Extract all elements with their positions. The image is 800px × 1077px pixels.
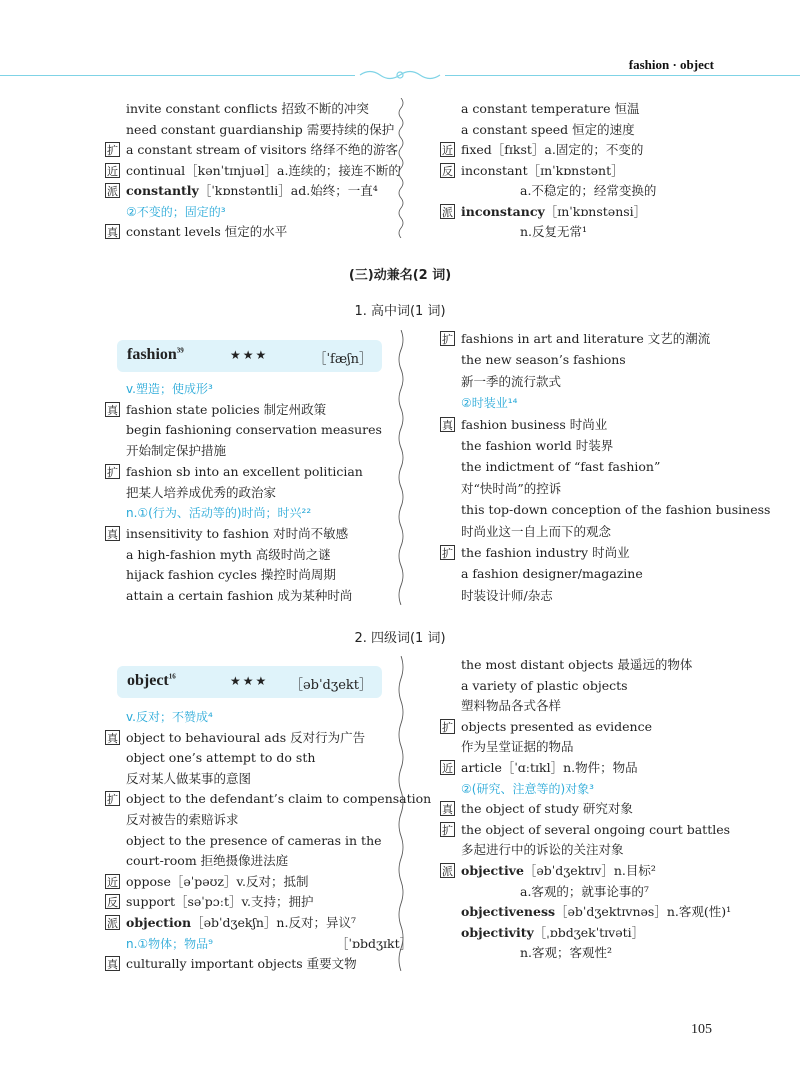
entry-text: a constant speed 恒定的速度: [461, 121, 635, 137]
entry-line: [126, 484, 276, 501]
entry-line: [126, 203, 226, 221]
sense-label: ②(研究、注意等的)对象³: [461, 781, 594, 796]
entry-text: fashion business 时尚业: [461, 416, 608, 432]
entry-tag-label: 近: [442, 144, 453, 157]
entry-line: [461, 162, 624, 179]
entry-line: [461, 141, 643, 158]
entry-line: [461, 903, 731, 920]
entry-line: [126, 955, 357, 972]
entry-line: [126, 401, 326, 418]
entry-text: the object of study 研究对象: [461, 801, 633, 817]
entry-line: [461, 458, 660, 475]
derived-word: objective: [461, 863, 524, 878]
phonetic: ［ˈɒbdʒɪkt］: [336, 935, 413, 951]
entry-line: [461, 862, 656, 879]
entry-line: [126, 729, 365, 746]
entry-text: 作为呈堂证据的物品: [461, 739, 574, 755]
fashion-headword-box: [117, 340, 382, 372]
entry-text: fashion state policies 制定州政策: [126, 401, 327, 417]
entry-line: [461, 480, 561, 497]
entry-text: n.反复无常¹: [520, 224, 588, 239]
entry-tag-label: 真: [107, 527, 118, 541]
entry-text: object one’s attempt to do sth: [126, 750, 316, 766]
column-divider: [396, 330, 406, 605]
sense-label: ②不变的；固定的³: [126, 204, 226, 219]
column-divider: [396, 98, 406, 238]
entry-line: [126, 873, 309, 890]
running-head: fashion · object: [628, 57, 714, 72]
sense-label: ②时装业¹⁴: [461, 396, 518, 411]
entry-line: [126, 546, 331, 563]
entry-line: [520, 223, 587, 240]
entry-line: [461, 330, 710, 347]
entry-text: continual［kənˈtɪnjuəl］a.连续的；接连不断的: [126, 162, 401, 178]
entry-text: support［səˈpɔːt］v.支持；拥护: [126, 894, 314, 910]
entry-line: [461, 924, 644, 941]
entry-line: [461, 523, 611, 540]
entry-line: [126, 442, 226, 459]
entry-text: the object of several ongoing court battles: [461, 821, 731, 837]
sense-label: n.①物体；物品⁹: [126, 936, 213, 951]
entry-text: 新一季的流行款式: [461, 373, 562, 389]
entry-text: ［ɪnˈkɒnstənsi］: [544, 203, 647, 219]
entry-text: a fashion designer/magazine: [461, 566, 643, 582]
entry-line: [461, 841, 624, 858]
star-rating: ★★★: [230, 348, 269, 362]
entry-tag-label: 派: [442, 205, 453, 219]
entry-line: [461, 565, 643, 582]
entry-tag-label: 扩: [442, 823, 453, 837]
entry-line: [461, 759, 638, 776]
entry-line: [461, 800, 633, 817]
entry-text: ［ˌɒbdʒekˈtɪvəti］: [533, 924, 645, 940]
entry-text: the fashion industry 时尚业: [461, 545, 630, 560]
entry-tag-label: 真: [107, 958, 118, 972]
entry-text: the new season’s fashions: [461, 352, 626, 368]
entry-line: [126, 121, 394, 138]
entry-text: a.不稳定的；经常变换的: [520, 183, 657, 198]
entry-line: [461, 697, 561, 714]
entry-text: a.客观的；就事论事的⁷: [520, 883, 649, 899]
entry-text: 反对某人做某事的意图: [126, 770, 252, 786]
derived-word: objectiveness: [461, 904, 556, 920]
sense-label: n.①(行为、活动等的)时尚；时兴²²: [126, 506, 312, 521]
entry-text: ［əbˈdʒektɪvnəs］n.客观(性)¹: [555, 904, 732, 920]
entry-text: object to the presence of cameras in the: [126, 832, 382, 848]
headword: fashion$^{39}$: [127, 346, 184, 363]
entry-tag-label: 真: [107, 403, 118, 417]
phonetic: ［əbˈdʒekt］: [289, 678, 372, 693]
entry-tag-label: 真: [107, 226, 118, 239]
entry-line: [126, 852, 288, 869]
entry-text: need constant guardianship 需要持续的保护: [126, 121, 395, 137]
entry-line: [126, 749, 315, 766]
derived-word: inconstancy: [461, 203, 545, 219]
entry-tag-label: 扩: [442, 333, 453, 346]
entry-tag-label: 扩: [107, 144, 118, 157]
entry-line: [520, 944, 612, 961]
entry-text: 开始制定保护措施: [126, 443, 227, 459]
entry-line: [461, 821, 730, 838]
entry-text: fashion sb into an excellent politician: [126, 463, 363, 479]
entry-line: [461, 437, 613, 454]
entry-line: [461, 100, 639, 117]
entry-line: [126, 566, 336, 583]
entry-text: article［ˈɑːtɪkl］n.物件；物品: [461, 760, 638, 775]
entry-line: [126, 790, 431, 807]
entry-text: object to behavioural ads 反对行为广告: [126, 729, 366, 745]
entry-line: [461, 587, 553, 604]
derived-word: constantly: [126, 183, 199, 198]
entry-text: ［ˈkɒnstəntli］ad.始终；一直⁴: [198, 183, 378, 198]
entry-tag-label: 近: [107, 875, 118, 889]
entry-line: [461, 780, 594, 798]
entry-text: 塑料物品各式各样: [461, 698, 562, 714]
entry-tag-label: 扩: [107, 465, 118, 479]
entry-text: fixed［fɪkst］a.固定的；不变的: [461, 142, 644, 157]
entry-line: [461, 394, 517, 412]
entry-tag-label: 扩: [442, 547, 453, 560]
entry-text: 反对被告的索赔诉求: [126, 812, 239, 827]
entry-line: [126, 100, 369, 117]
entry-text: object to the defendant’s claim to compensation: [126, 791, 432, 807]
entry-line: [126, 811, 239, 828]
entry-tag-label: 扩: [107, 793, 118, 807]
derived-word: objectivity: [461, 924, 534, 940]
entry-text: a variety of plastic objects: [461, 677, 628, 693]
entry-text: oppose［əˈpəʊz］v.反对；抵制: [126, 873, 309, 889]
entry-line: [126, 914, 356, 931]
entry-text: the fashion world 时装界: [461, 438, 614, 453]
entry-line: [461, 373, 561, 390]
entry-tag-label: 派: [442, 865, 453, 878]
entry-tag-label: 真: [442, 418, 453, 432]
entry-tag-label: 近: [107, 164, 118, 178]
entry-line: [126, 463, 363, 480]
entry-text: n.客观；客观性²: [520, 945, 613, 961]
entry-line: [520, 182, 656, 199]
entry-text: 把某人培养成优秀的政治家: [126, 484, 277, 500]
entry-line: [126, 832, 382, 849]
entry-line: [126, 587, 352, 604]
section-title: (三)动兼名(2 词): [348, 268, 452, 283]
entry-text: ［əbˈdʒektɪv］n.目标²: [523, 863, 656, 878]
entry-line: [126, 141, 398, 158]
entry-text: invite constant conflicts 招致不断的冲突: [126, 101, 369, 116]
entry-line: [126, 504, 311, 522]
subsection-title-1: 1. 高中词(1 词): [354, 304, 446, 319]
headword: object$^{16}$: [127, 672, 176, 689]
entry-tag-label: 扩: [442, 720, 453, 734]
entry-line: [126, 893, 314, 910]
entry-line: [126, 380, 213, 398]
entry-text: culturally important objects 重要文物: [126, 956, 357, 972]
entry-line: [520, 883, 649, 900]
entry-line: [126, 708, 213, 726]
entry-line: [461, 677, 628, 694]
entry-text: insensitivity to fashion 对时尚不敏感: [126, 525, 349, 541]
entry-line: [461, 351, 626, 368]
derived-word: objection: [126, 915, 192, 930]
header-ornament-icon: [355, 68, 445, 82]
entry-line: [461, 121, 635, 138]
entry-text: the indictment of “fast fashion”: [461, 459, 661, 475]
star-rating: ★★★: [230, 674, 269, 688]
entry-text: a constant stream of visitors 络绎不绝的游客: [126, 142, 399, 157]
entry-text: court-room 拒绝摄像进法庭: [126, 853, 289, 869]
sense-label: v.塑造；使成形³: [126, 382, 213, 396]
entry-line: [461, 501, 770, 518]
entry-text: hijack fashion cycles 操控时尚周期: [126, 567, 336, 583]
entry-line: [126, 935, 413, 953]
entry-line: [126, 162, 401, 179]
entry-text: the most distant objects 最遥远的物体: [461, 657, 693, 672]
entry-text: 对“快时尚”的控诉: [461, 480, 562, 496]
entry-text: 时装设计师/杂志: [461, 587, 553, 603]
entry-text: fashions in art and literature 文艺的潮流: [461, 331, 711, 346]
object-headword-box: [117, 666, 382, 698]
column-divider: [396, 656, 406, 971]
entry-text: 多起进行中的诉讼的关注对象: [461, 842, 624, 858]
phonetic: ［ˈfæʃn］: [313, 352, 372, 367]
entry-line: [461, 718, 652, 735]
entry-tag-label: 反: [107, 896, 118, 910]
entry-line: [126, 182, 378, 199]
entry-line: [126, 770, 251, 787]
entry-text: ［əbˈdʒekʃn］n.反对；异议⁷: [191, 915, 356, 930]
entry-line: [461, 544, 630, 561]
entry-line: [461, 656, 692, 673]
entry-text: a high-fashion myth 高级时尚之谜: [126, 546, 331, 562]
entry-text: inconstant［ɪnˈkɒnstənt］: [461, 162, 624, 178]
entry-text: constant levels 恒定的水平: [126, 224, 288, 239]
entry-tag-label: 近: [442, 762, 453, 775]
entry-tag-label: 真: [442, 803, 453, 817]
entry-text: objects presented as evidence: [461, 718, 652, 734]
entry-tag-label: 派: [107, 917, 118, 930]
entry-text: a constant temperature 恒温: [461, 101, 640, 116]
entry-text: attain a certain fashion 成为某种时尚: [126, 588, 353, 603]
entry-tag-label: 反: [442, 164, 453, 178]
entry-line: [461, 416, 607, 433]
entry-text: this top-down conception of the fashion business: [461, 502, 771, 518]
entry-tag-label: 真: [107, 731, 118, 745]
entry-tag-label: 派: [107, 185, 118, 198]
entry-line: [461, 203, 646, 220]
entry-line: [126, 223, 287, 240]
entry-line: [461, 738, 574, 755]
page-number: 105: [691, 1022, 712, 1037]
entry-line: [126, 421, 382, 438]
entry-text: begin fashioning conservation measures: [126, 422, 382, 438]
sense-label: v.反对；不赞成⁴: [126, 710, 213, 724]
entry-text: 时尚业这一自上而下的观念: [461, 523, 612, 539]
entry-line: [126, 525, 348, 542]
subsection-title-2: 2. 四级词(1 词): [354, 631, 446, 646]
